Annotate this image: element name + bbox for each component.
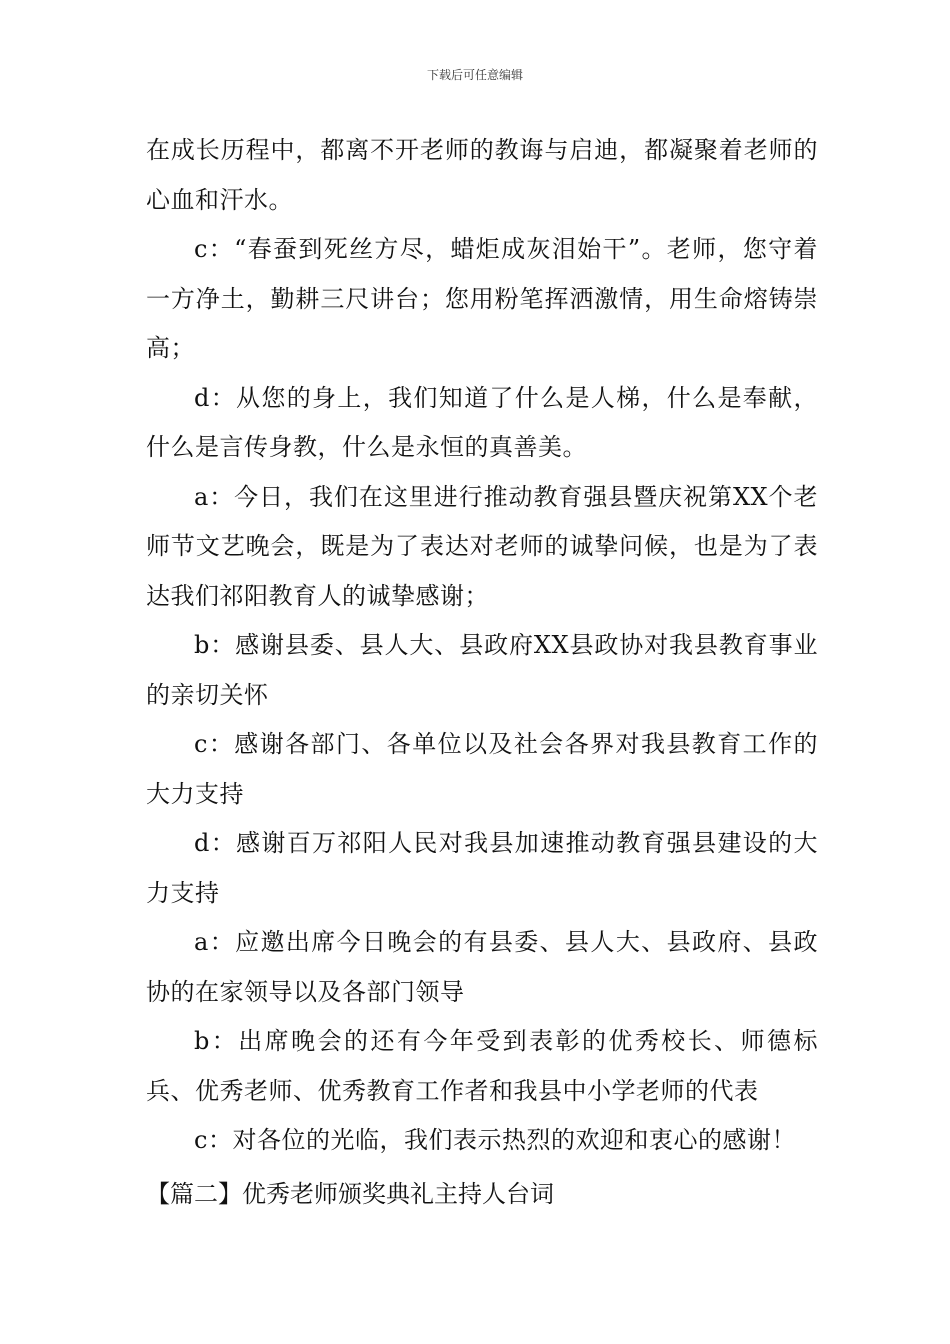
paragraph-1: 在成长历程中，都离不开老师的教诲与启迪，都凝聚着老师的心血和汗水。 <box>146 136 818 214</box>
paragraph-8: a：应邀出席今日晚会的有县委、县人大、县政府、县政协的在家领导以及各部门领导 <box>146 928 818 1006</box>
page-header: 下载后可任意编辑 <box>426 68 523 82</box>
paragraph-4: a：今日，我们在这里进行推动教育强县暨庆祝第XX个老师节文艺晚会，既是为了表达对老师的诚挚问候，也是为了表达我们祁阳教育人的诚挚感谢； <box>146 482 818 610</box>
paragraph-3: d：从您的身上，我们知道了什么是人梯，什么是奉献，什么是言传身教，什么是永恒的真善美。 <box>146 383 818 461</box>
paragraph-6: c：感谢各部门、各单位以及社会各界对我县教育工作的大力支持 <box>146 730 818 808</box>
section-title: 【篇二】优秀老师颁奖典礼主持人台词 <box>146 1180 554 1208</box>
paragraph-2: c：“春蚕到死丝方尽，蜡炬成灰泪始干”。老师，您守着一方净土，勤耕三尺讲台；您用粉笔挥洒激情，用生命熔铸崇高； <box>146 235 818 362</box>
paragraph-9: b：出席晚会的还有今年受到表彰的优秀校长、师德标兵、优秀老师、优秀教育工作者和我县中小学老师的代表 <box>146 1027 818 1105</box>
document-body <box>146 126 818 1166</box>
paragraph-7: d：感谢百万祁阳人民对我县加速推动教育强县建设的大力支持 <box>146 829 818 907</box>
paragraph-10: c：对各位的光临，我们表示热烈的欢迎和衷心的感谢！ <box>194 1126 796 1154</box>
paragraph-5: b：感谢县委、县人大、县政府XX县政协对我县教育事业的亲切关怀 <box>146 631 818 709</box>
